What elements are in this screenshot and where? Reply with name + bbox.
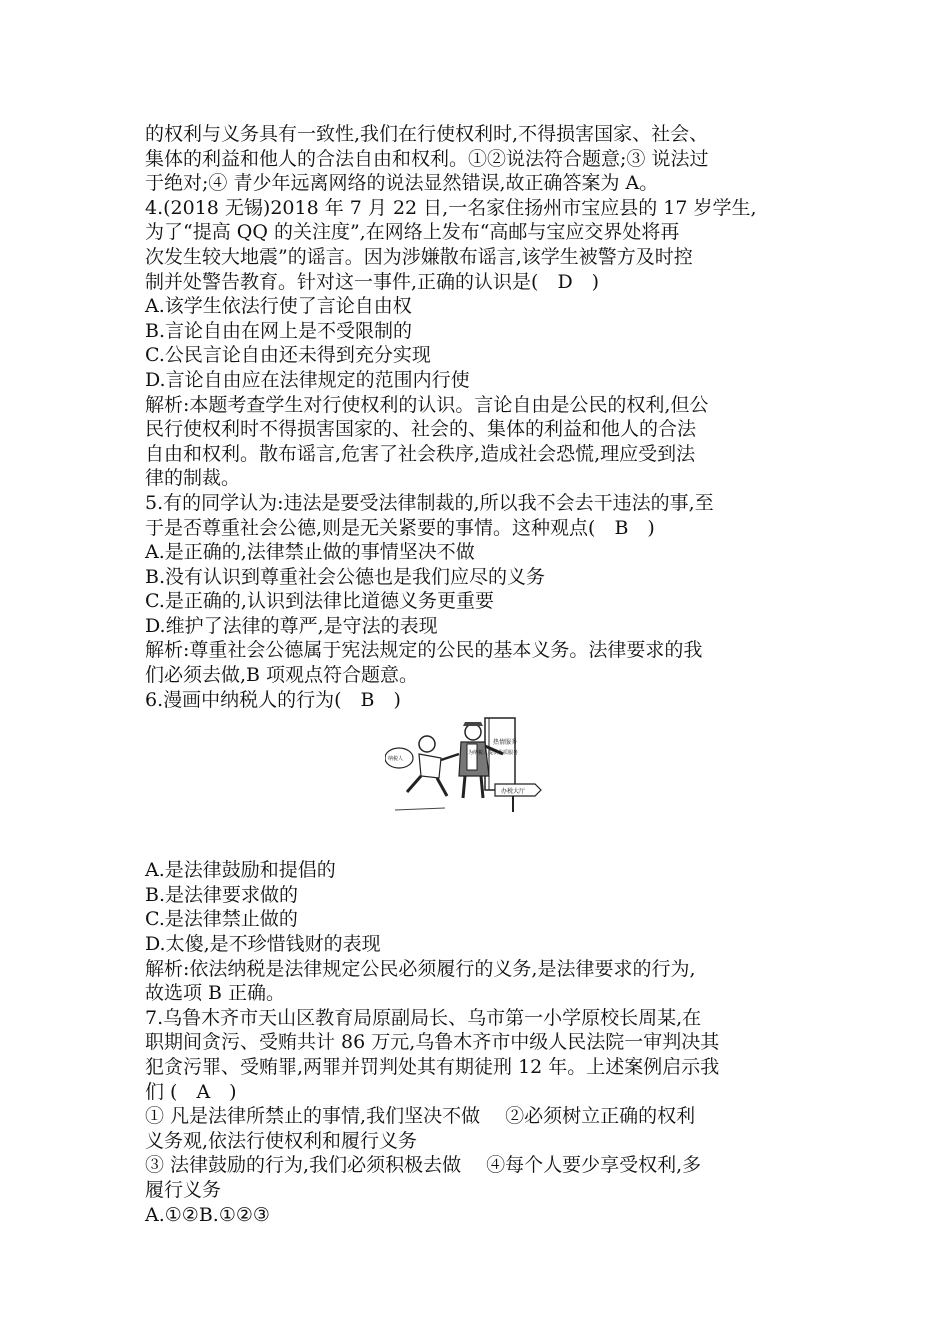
text-line: 于绝对;④ 青少年远离网络的说法显然错误,故正确答案为 A。 [145, 172, 659, 195]
option-b: B.没有认识到尊重社会公德也是我们应尽的义务 [145, 565, 546, 588]
option-a: A.该学生依法行使了言论自由权 [145, 295, 412, 318]
statement-line: 履行义务 [145, 1178, 222, 1201]
option-d: D.太傻,是不珍惜钱财的表现 [145, 933, 381, 956]
text-line: 次发生较大地震”的谣言。因为涉嫌散布谣言,该学生被警方及时控 [145, 245, 693, 268]
option-c: C.公民言论自由还未得到充分实现 [145, 344, 431, 367]
option-d: D.维护了法律的尊严,是守法的表现 [145, 614, 438, 637]
text-line: 犯贪污罪、受贿罪,两罪并罚判处其有期徒刑 12 年。上述案例启示我 [145, 1056, 720, 1078]
bag-text: 纳税人 [388, 756, 404, 763]
option-d: D.言论自由应在法律规定的范围内行使 [145, 368, 470, 391]
question-5-stem: 5.有的同学认为:违法是要受法律制裁的,所以我不会去干违法的事,至 [145, 491, 714, 514]
text-line: 为了“提高 QQ 的关注度”,在网络上发布“高邮与宝应交界处将再 [145, 221, 680, 244]
statement-line: ① 凡是法律所禁止的事情,我们坚决不做 ②必须树立正确的权利 [145, 1105, 696, 1128]
tax-cartoon [145, 712, 810, 858]
text-line: 职期间贪污、受贿共计 86 万元,乌鲁木齐市中级人民法院一审判决其 [145, 1031, 720, 1054]
text-line: 故选项 B 正确。 [145, 982, 286, 1005]
text-line: 于是否尊重社会公德,则是无关紧要的事情。这种观点( B ) [145, 516, 655, 539]
statement-line: 义务观,依法行使权利和履行义务 [145, 1129, 418, 1152]
text-line: 制并处警告教育。针对这一事件,正确的认识是( D ) [145, 270, 600, 293]
analysis: 解析:本题考查学生对行使权利的认识。言论自由是公民的权利,但公 [145, 393, 709, 416]
analysis: 解析:尊重社会公德属于宪法规定的公民的基本义务。法律要求的我 [145, 639, 703, 662]
question-7-stem: 7.乌鲁木齐市天山区教育局原副局长、乌市第一小学原校长周某,在 [145, 1006, 702, 1029]
answer-options: A.①②B.①②③ [145, 1203, 270, 1226]
text-line: 们 ( A ) [145, 1080, 237, 1103]
text-line: 民行使权利时不得损害国家的、社会的、集体的利益和他人的合法 [145, 418, 697, 441]
text-line: 自由和权利。散布谣言,危害了社会秩序,造成社会恐慌,理应受到法 [145, 442, 696, 465]
text-line: 集体的利益和他人的合法自由和权利。①②说法符合题意;③ 说法过 [145, 147, 709, 170]
option-b: B.是法律要求做的 [145, 883, 299, 906]
door-text: 热情服务 [493, 739, 518, 747]
text-line: 律的制裁。 [145, 467, 241, 490]
question-4-stem: 4.(2018 无锡)2018 年 7 月 22 日,一名家住扬州市宝应县的 17 岁学生, [145, 196, 757, 219]
analysis: 解析:依法纳税是法律规定公民必须履行的义务,是法律要求的行为, [145, 957, 696, 980]
option-b: B.言论自由在网上是不受限制的 [145, 319, 413, 342]
text-line: 们必须去做,B 项观点符合题意。 [145, 664, 419, 687]
option-c: C.是法律禁止做的 [145, 908, 298, 931]
option-a: A.是法律鼓励和提倡的 [145, 859, 336, 882]
option-c: C.是正确的,认识到法律比道德义务更重要 [145, 590, 494, 613]
document-page [145, 122, 810, 1227]
banner-text: 为纳税人提供优质服务 [468, 750, 519, 757]
sign-text: 办税大厅 [501, 788, 526, 796]
text-line: 的权利与义务具有一致性,我们在行使权利时,不得损害国家、社会、 [145, 123, 709, 145]
question-6-stem: 6.漫画中纳税人的行为( B ) [145, 688, 401, 711]
option-a: A.是正确的,法律禁止做的事情坚决不做 [145, 541, 475, 564]
statement-line: ③ 法律鼓励的行为,我们必须积极去做 ④每个人要少享受权利,多 [145, 1154, 702, 1177]
